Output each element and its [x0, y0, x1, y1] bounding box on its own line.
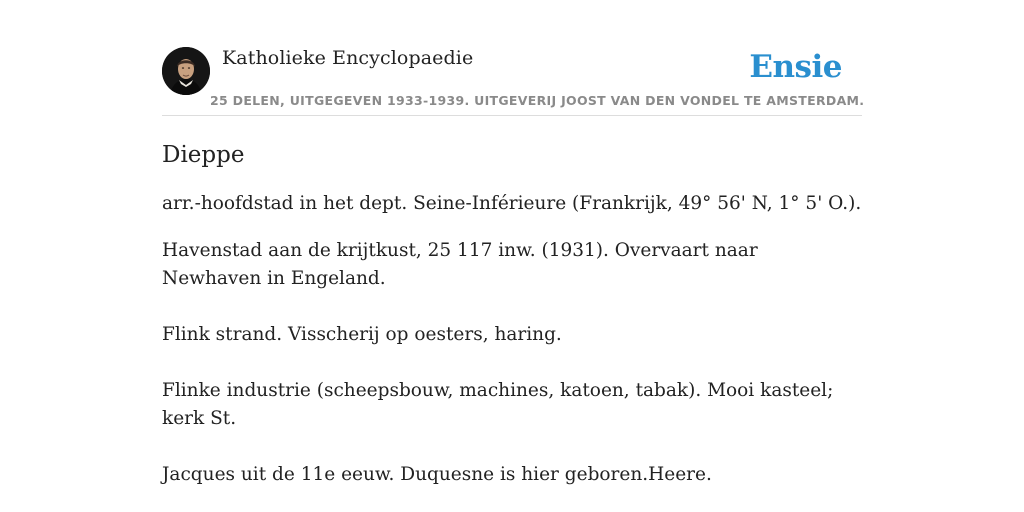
- entry-paragraph: Jacques uit de 11e eeuw. Duquesne is hier geboren.Heere.: [162, 464, 712, 485]
- source-subtitle: 25 DELEN, UITGEGEVEN 1933-1939. UITGEVERIJ JOOST VAN DEN VONDEL TE AMSTERDAM.: [210, 93, 865, 108]
- page: [162, 0, 865, 489]
- ensie-logo-link[interactable]: Ensie: [749, 49, 842, 85]
- entry-paragraph: Flink strand. Visscherij op oesters, haring.: [162, 324, 562, 345]
- entry-paragraph: Havenstad aan de krijtkust, 25 117 inw. (1931). Overvaart naar Newhaven in Engeland.: [162, 240, 758, 289]
- entry-title: Dieppe: [162, 142, 245, 168]
- source-header: [162, 46, 865, 116]
- entry-paragraph: Flinke industrie (scheepsbouw, machines, katoen, tabak). Mooi kasteel; kerk St.: [162, 380, 834, 429]
- avatar[interactable]: [162, 47, 210, 95]
- portrait-icon: [162, 47, 210, 95]
- entry-definition: arr.-hoofdstad in het dept. Seine-Inférieure (Frankrijk, 49° 56' N, 1° 5' O.).: [162, 193, 862, 214]
- source-title[interactable]: Katholieke Encyclopaedie: [222, 47, 474, 69]
